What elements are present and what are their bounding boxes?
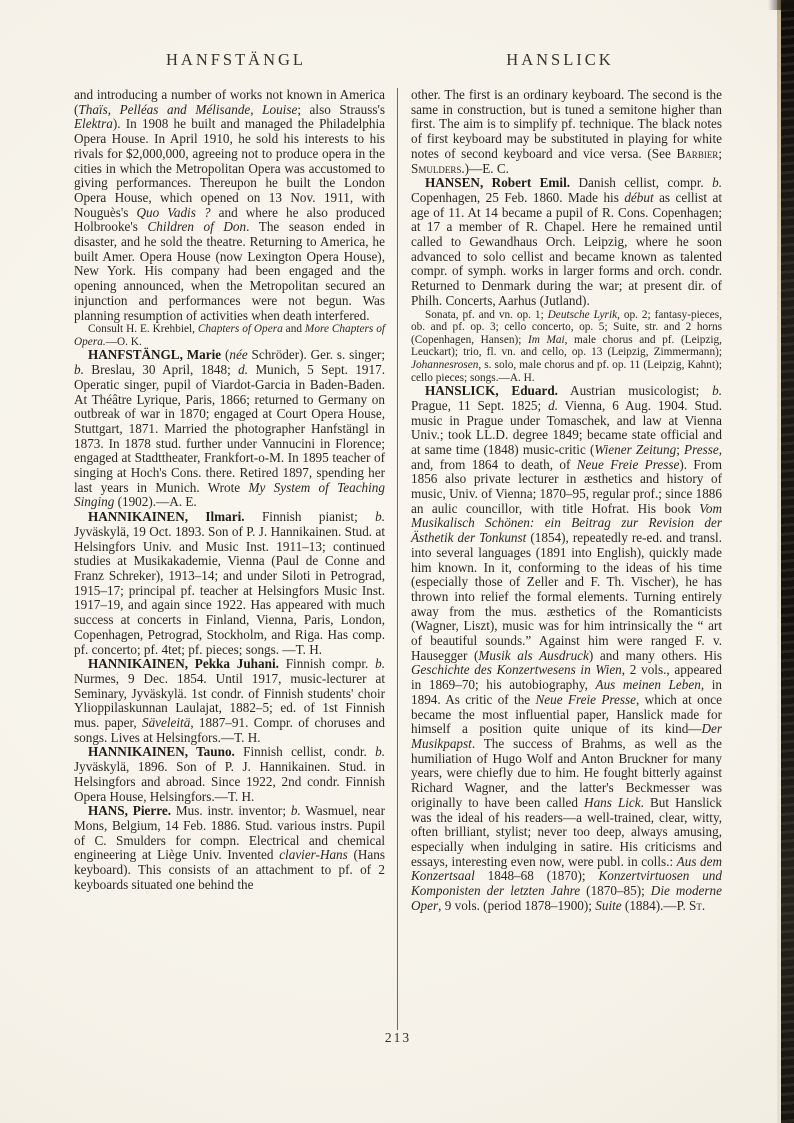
right-column — [411, 88, 722, 1032]
entry-hannikainen-tauno: HANNIKAINEN, Tauno. Finnish cellist, condr. b. Jyväskylä, 1896. Son of P. J. Hannikainen. Stud. in Helsingfors and abroad. Since 1922, 2nd condr. Finnish Opera House, Helsingfors.—T. H. — [74, 744, 385, 804]
continuation-paragraph: and introducing a number of works not known in America (Thaïs, Pelléas and Mélisande, Louise; also Strauss's Elektra). In 1908 he built and managed the Philadelphia Opera House. In April 1910, he sold his interests to his rivals for $2,000,000, agreeing not to produce opera in the cities in which the Metropolitan Opera was accustomed to giving performances. Thereupon he built the London Opera House, which opened on 13 Nov. 1911, with Nouguès's Quo Vadis ? and where he also produced Holbrooke's Children of Don. The season ended in disaster, and he sold the theatre. Returning to America, he built Amer. Opera House (now Lexington Opera House), New York. His company had been engaged and the opening announced, when the Metropolitan secured an injunction and performances were not begun. Was planning resumption of activities when death interfered. — [74, 88, 385, 323]
book-edge-shadow — [781, 0, 794, 1123]
entry-hanfstaengl-marie: HANFSTÄNGL, Marie (née Schröder). Ger. s. singer; b. Breslau, 30 April, 1848; d. Munich, 5 Sept. 1917. Operatic singer, pupil of Viardot-Garcia in Baden-Baden. At Théâtre Lyrique, Paris, 1866; returned to Germany on outbreak of war in 1870; engaged at Court Opera House, Stuttgart, 1871. Married the photographer Hanfstängl in 1873. In 1878 stud. further under Vannucini in Florence; engaged at Stadttheater, Frankfort-o-M. In 1895 teacher of singing at Hoch's Cons. there. Retired 1897, spending her last years in Munich. Wrote My System of Teaching Singing (1902).—A. E. — [74, 347, 385, 510]
page-number: 213 — [384, 1030, 412, 1045]
entry-hansen-robert-emil: HANSEN, Robert Emil. Danish cellist, compr. b. Copenhagen, 25 Feb. 1860. Made his début as cellist at age of 11. At 14 became a pupil of R. Cons. Copenhagen; at 17 a member of R. Chapel. Here he remained until called to Gewandhaus Orch. Leipzig, where he soon advanced to solo cellist and became known as talented compr. of symph. works in larger forms and orch. condr. Returned to Denmark during the war; at present dir. of Philh. Concerts, Aarhus (Jutland). — [411, 175, 722, 308]
text-columns — [74, 88, 722, 1032]
entry-hans-pierre: HANS, Pierre. Mus. instr. inventor; b. Wasmuel, near Mons, Belgium, 14 Feb. 1886. Stud. various instrs. Pupil of C. Smulders for compn. Electrical and chemical engineering at Liège Univ. Invented clavier-Hans (Hans keyboard). This consists of an attachment to pf. of 2 keyboards situated one behind the — [74, 803, 385, 892]
entry-hanslick-eduard: HANSLICK, Eduard. Austrian musicologist; b. Prague, 11 Sept. 1825; d. Vienna, 6 Aug. 1904. Stud. music in Prague under Tomaschek, and law at Vienna Univ.; took LL.D. degree 1849; became state official and at same time (1848) music-critic (Wiener Zeitung; Presse, and, from 1864 to death, of Neue Freie Presse). From 1856 also private lecturer in æsthetics and history of music, Univ. of Vienna; 1870–95, regular prof.; since 1886 an aulic councillor, with title Hofrat. His book Vom Musikalisch Schönen: ein Beitrag zur Revision der Ästhetik der Tonkunst (1854), repeatedly re-ed. and transl. into several languages (1891 into English), quickly made him known. In it, conforming to the ideas of his time (especially those of Zeller and F. Th. Vischer), he has thrown into relief the formal elements. Turning entirely away from the mus. æsthetics of the Romanticists (Wagner, Liszt), music was for him intrinsically the “ art of beautiful sounds.” Against him were ranged F. v. Hausegger (Musik als Ausdruck) and many others. His Geschichte des Konzertwesens in Wien, 2 vols., appeared in 1869–70; his autobiography, Aus meinen Leben, in 1894. As critic of the Neue Freie Presse, which at once became the most influential paper, Hanslick made for himself a position quite unique of its kind—Der Musikpapst. The success of Brahms, as well as the humiliation of Hugo Wolf and Anton Bruckner for many years, were chiefly due to him. He fought bitterly against Richard Wagner, and the latter's Beckmesser was originally to have been called Hans Lick. But Hanslick was the ideal of his readers—a well-trained, clear, witty, often brilliant, stylist; never too deep, always amusing, especially when indulging in satire. His criticisms and essays, interesting even now, were publ. in colls.: Aus dem Konzertsaal 1848–68 (1870); Konzertvirtuosen und Komponisten der letzten Jahre (1870–85); Die moderne Oper, 9 vols. (period 1878–1900); Suite (1884).—P. St. — [411, 383, 722, 913]
running-head-right: HANSLICK — [506, 50, 614, 69]
continuation-paragraph: other. The first is an ordinary keyboard. The second is the same in construction, but is tuned a semitone higher than first. The aim is to simplify pf. technique. The black notes of first keyboard may be substituted in playing for white notes of second keyboard and vice versa. (See Barbier; Smulders.)—E. C. — [411, 88, 722, 176]
running-heads — [74, 50, 722, 70]
works-list: Sonata, pf. and vn. op. 1; Deutsche Lyrik, op. 2; fantasy-pieces, ob. and pf. op. 3; cello concerto, op. 5; Suite, str. and 2 horns (Copenhagen, Hansen); Im Mai, male chorus and pf. (Leipzig, Leuckart); trio, fl. vn. and cello, op. 13 (Leipzig, Zimmermann); Johannesrosen, s. solo, male chorus and pf. op. 11 (Leipzig, Kahnt); cello pieces; songs.—A. H. — [411, 308, 722, 384]
left-column — [74, 88, 385, 1032]
running-head-left: HANFSTÄNGL — [165, 50, 306, 69]
consult-note: Consult H. E. Krehbiel, Chapters of Opera and More Chapters of Opera.—O. K. — [74, 323, 385, 348]
column-divider-rule — [397, 88, 398, 1030]
book-corner-shadow — [768, 0, 794, 10]
entry-hannikainen-pekka-juhani: HANNIKAINEN, Pekka Juhani. Finnish compr. b. Nurmes, 9 Dec. 1854. Until 1917, music-lecturer at Seminary, Jyväskylä. 1st condr. of Finnish students' choir Ylioppilaskunnan Laulajat, 1882–5; ed. of 1st Finnish mus. paper, Säveleitä, 1887–91. Compr. of choruses and songs. Lives at Helsingfors.—T. H. — [74, 656, 385, 745]
entry-hannikainen-ilmari: HANNIKAINEN, Ilmari. Finnish pianist; b. Jyväskylä, 19 Oct. 1893. Son of P. J. Hannikainen. Stud. at Helsingfors Univ. and Music Inst. 1911–13; continued studies at Musikakademie, Vienna (Paul de Conne and Franz Schreker), 1913–14; and under Siloti in Petrograd, 1915–17; principal pf. teacher at Helsingfors Music Inst. 1917–19, and again since 1922. Has appeared with much success at concerts in Finland, Vienna, Paris, London, Copenhagen, Petrograd, Stockholm, and Riga. Has comp. pf. concerto; pf. 4tet; pf. pieces; songs. —T. H. — [74, 509, 385, 657]
